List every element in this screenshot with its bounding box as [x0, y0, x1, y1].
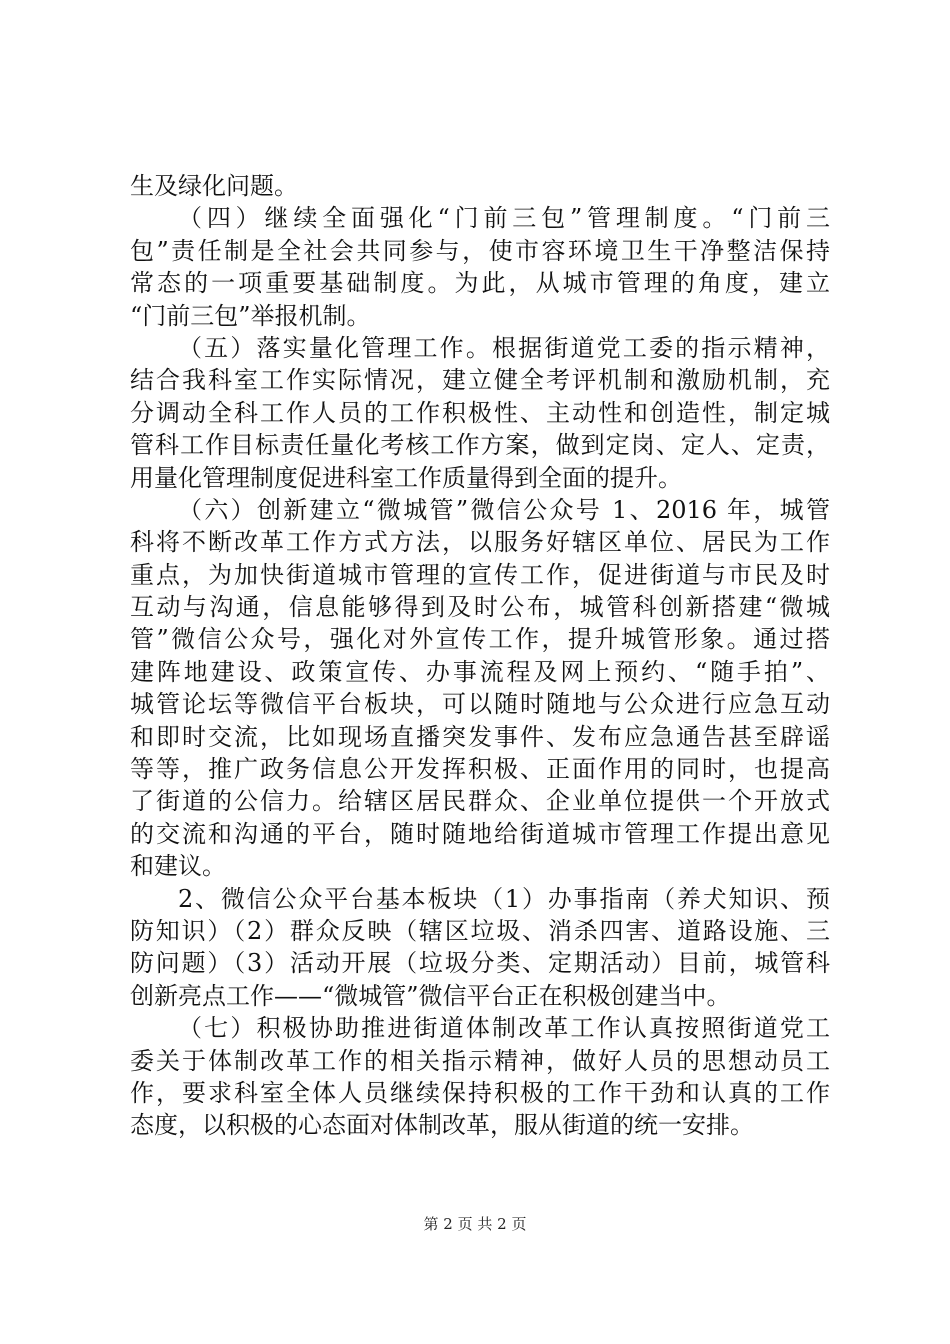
- text-line: 管科工作目标责任量化考核工作方案，做到定岗、定人、定责，: [130, 431, 830, 460]
- text-line: （五）落实量化管理工作。根据街道党工委的指示精神，: [178, 333, 830, 362]
- text-line: 常态的一项重要基础制度。为此，从城市管理的角度，建立: [130, 269, 830, 298]
- text-line: 城管论坛等微信平台板块，可以随时随地与公众进行应急互动: [130, 690, 830, 719]
- text-line: 用量化管理制度促进科室工作质量得到全面的提升。: [130, 463, 682, 492]
- text-line: 建阵地建设、政策宣传、办事流程及网上预约、“随手拍”、: [130, 657, 830, 686]
- text-line: “门前三包”举报机制。: [130, 301, 371, 330]
- text-line: 包”责任制是全社会共同参与，使市容环境卫生干净整洁保持: [130, 236, 830, 265]
- text-line: 创新亮点工作——“微城管”微信平台正在积极创建当中。: [130, 981, 731, 1010]
- text-line: 分调动全科工作人员的工作积极性、主动性和创造性，制定城: [130, 398, 830, 427]
- text-line: 重点，为加快街道城市管理的宣传工作，促进街道与市民及时: [130, 560, 830, 589]
- page-footer: 第 2 页 共 2 页: [423, 1215, 527, 1233]
- text-line: 2、微信公众平台基本板块（1）办事指南（养犬知识、预: [178, 884, 830, 913]
- text-line: （七）积极协助推进街道体制改革工作认真按照街道党工: [178, 1014, 830, 1043]
- text-line: 等等，推广政务信息公开发挥积极、正面作用的同时，也提高: [130, 755, 830, 784]
- text-line: 生及绿化问题。: [130, 172, 298, 200]
- document-body: [130, 170, 830, 1142]
- text-line: 和建议。: [130, 852, 226, 881]
- text-line: 互动与沟通，信息能够得到及时公布，城管科创新搭建“微城: [130, 593, 830, 622]
- text-line: 结合我科室工作实际情况，建立健全考评机制和激励机制，充: [130, 366, 830, 395]
- text-line: 和即时交流，比如现场直播突发事件、发布应急通告甚至辟谣: [130, 722, 830, 751]
- text-line: 科将不断改革工作方式方法，以服务好辖区单位、居民为工作: [130, 528, 830, 557]
- text-line: 委关于体制改革工作的相关指示精神，做好人员的思想动员工: [130, 1046, 830, 1075]
- text-line: 的交流和沟通的平台，随时随地给街道城市管理工作提出意见: [130, 819, 830, 848]
- text-line: 防问题）（3）活动开展（垃圾分类、定期活动）目前，城管科: [130, 949, 830, 978]
- text-line: 了街道的公信力。给辖区居民群众、企业单位提供一个开放式: [130, 787, 830, 816]
- text-line: （四）继续全面强化“门前三包”管理制度。“门前三: [178, 204, 830, 233]
- text-line: 作，要求科室全体人员继续保持积极的工作干劲和认真的工作: [130, 1078, 830, 1107]
- text-line: （六）创新建立“微城管”微信公众号 1、2016 年，城管: [178, 495, 830, 524]
- text-line: 管”微信公众号，强化对外宣传工作，提升城管形象。通过搭: [130, 625, 830, 654]
- text-line: 态度，以积极的心态面对体制改革，服从街道的统一安排。: [130, 1111, 754, 1140]
- text-line: 防知识）（2）群众反映（辖区垃圾、消杀四害、道路设施、三: [130, 916, 830, 945]
